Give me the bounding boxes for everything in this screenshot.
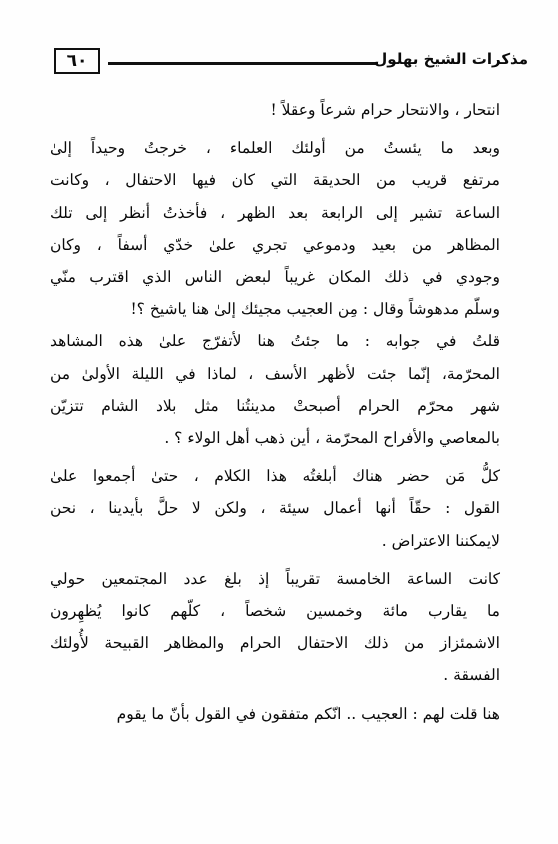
- text-line: القول : حقّاً أنها أعمال سيئة ، ولكن لا حلَّ بأيدينا ، نحن: [50, 499, 500, 518]
- paragraph: [50, 698, 518, 730]
- paragraph: [50, 563, 518, 692]
- paragraph: [50, 325, 518, 454]
- text-line: لايمكننا الاعتراض .: [381, 531, 500, 550]
- body-text: [50, 94, 518, 730]
- text-line: وبعد ما يئستُ من أولئك العلماء ، خرجتُ وحيداً إلىٰ: [50, 139, 500, 158]
- text-line: الساعة تشير إلى الرابعة بعد الظهر ، فأخذتُ أنظر إلى تلك: [50, 203, 500, 222]
- text-line: وجودي في ذلك المكان غريباً لبعض الناس الذي اقترب منّي: [50, 268, 500, 287]
- text-line: شهر محرّم الحرام أصبحتْ مدينتُنا مثل بلاد الشام تتزيّن: [50, 396, 500, 415]
- text-line: بالمعاصي والأفراح المحرّمة ، أين ذهب أهل الولاء ؟ .: [164, 429, 500, 448]
- text-line: ما يقارب مائة وخمسين شخصاً ، كلّهم كانوا يُظهِرون: [50, 602, 500, 621]
- paragraph: [50, 94, 518, 126]
- header-rule: [108, 62, 378, 65]
- book-title: مذكرات الشيخ بهلول: [374, 50, 528, 68]
- text-line: المظاهر من بعيد ودموعي تجري علىٰ خدّي أسفاً ، وكان: [50, 235, 500, 254]
- page-header: [30, 44, 528, 78]
- text-line: المحرّمة، إنّما جئت لأظهر الأسف ، لماذا في الليلة الأولىٰ من: [50, 364, 500, 383]
- paragraph: [50, 460, 518, 557]
- text-line: الاشمئزاز من ذلك الاحتفال الحرام والمظاهر القبيحة لأُولئك: [50, 634, 500, 653]
- text-line: كانت الساعة الخامسة تقريباً إذ بلغ عدد المجتمعين حولي: [50, 569, 500, 588]
- text-line: كلُّ مَن حضر هناك أبلغتُه هذا الكلام ، حتىٰ أجمعوا علىٰ: [50, 467, 500, 486]
- text-line: قلتُ في جوابه : ما جئتُ هنا لأتفرّج علىٰ هذه المشاهد: [50, 332, 500, 351]
- text-line: الفسقة .: [443, 666, 500, 685]
- page-number: ٦٠: [54, 48, 100, 74]
- text-line: وسلّم مدهوشاً وقال : مِن العجيب مجيئك إلىٰ هنا ياشيخ ؟!: [130, 300, 500, 319]
- paragraph: [50, 132, 518, 325]
- text-line: مرتفع قريب من الحديقة التي كان فيها الاحتفال ، وكانت: [50, 171, 500, 190]
- text-line: هنا قلت لهم : العجيب .. انّكم متفقون في القول بأنّ ما يقوم: [116, 704, 500, 723]
- text-line: انتحار ، والانتحار حرام شرعاً وعقلاً !: [270, 101, 500, 119]
